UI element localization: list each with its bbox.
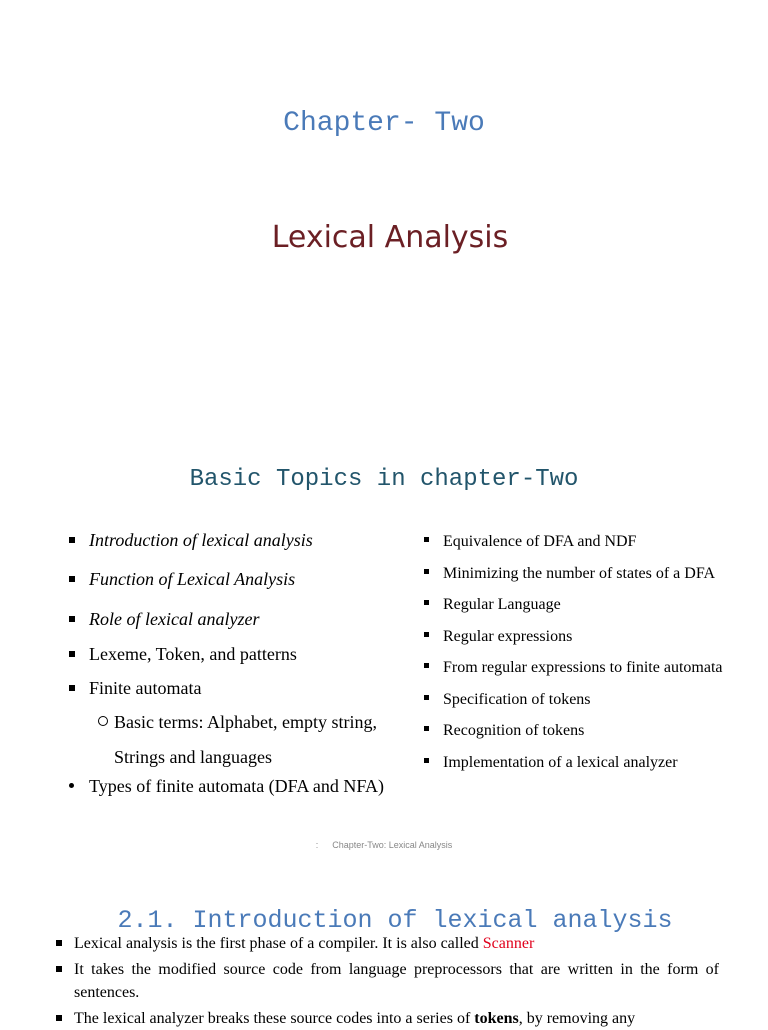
chapter-title: Chapter- Two (283, 108, 485, 139)
scanner-term: Scanner (482, 935, 535, 952)
right-topics-list (443, 526, 732, 778)
list-item: Finite automata (89, 676, 409, 710)
slide-footer (0, 840, 768, 850)
intro-item-3-text: The lexical analyzer breaks these source codes into a series of (74, 1010, 475, 1027)
section-heading: 2.1. Introduction of lexical analysis (117, 906, 673, 935)
intro-item-3-rest: , by removing any (518, 1010, 636, 1027)
sub-item-line-2: Strings and languages (114, 747, 272, 767)
list-item: Specification of tokens (443, 684, 732, 716)
left-topics-list (89, 528, 409, 710)
list-item: Function of Lexical Analysis (89, 567, 409, 607)
footer-text: Chapter-Two: Lexical Analysis (332, 840, 453, 850)
intro-list (74, 932, 719, 1030)
list-item: Types of finite automata (DFA and NFA) (89, 774, 389, 798)
list-item: From regular expressions to finite automata (443, 652, 732, 684)
intro-item-1-text: Lexical analysis is the first phase of a compiler. It is also called (74, 935, 483, 952)
tokens-term: tokens (474, 1010, 519, 1027)
topics-heading: Basic Topics in chapter-Two (189, 466, 579, 493)
list-item: It takes the modified source code from language preprocessors that are written in the form of sentences. (74, 958, 719, 1004)
list-item: Introduction of lexical analysis (89, 528, 409, 567)
list-item (74, 1007, 719, 1030)
list-item (74, 932, 719, 955)
list-item: Role of lexical analyzer (89, 607, 409, 642)
sub-list-item (114, 710, 414, 769)
main-title: Lexical Analysis (271, 220, 509, 255)
sub-item-line-1: Basic terms: Alphabet, empty string, (114, 712, 377, 732)
list-item: Lexeme, Token, and patterns (89, 642, 409, 676)
list-item: Minimizing the number of states of a DFA (443, 558, 732, 590)
list-item: Regular Language (443, 589, 732, 621)
list-item: Implementation of a lexical analyzer (443, 747, 732, 779)
list-item: Regular expressions (443, 621, 732, 653)
footer-colon: : (315, 840, 319, 850)
list-item: Equivalence of DFA and NDF (443, 526, 732, 558)
list-item: Recognition of tokens (443, 715, 732, 747)
